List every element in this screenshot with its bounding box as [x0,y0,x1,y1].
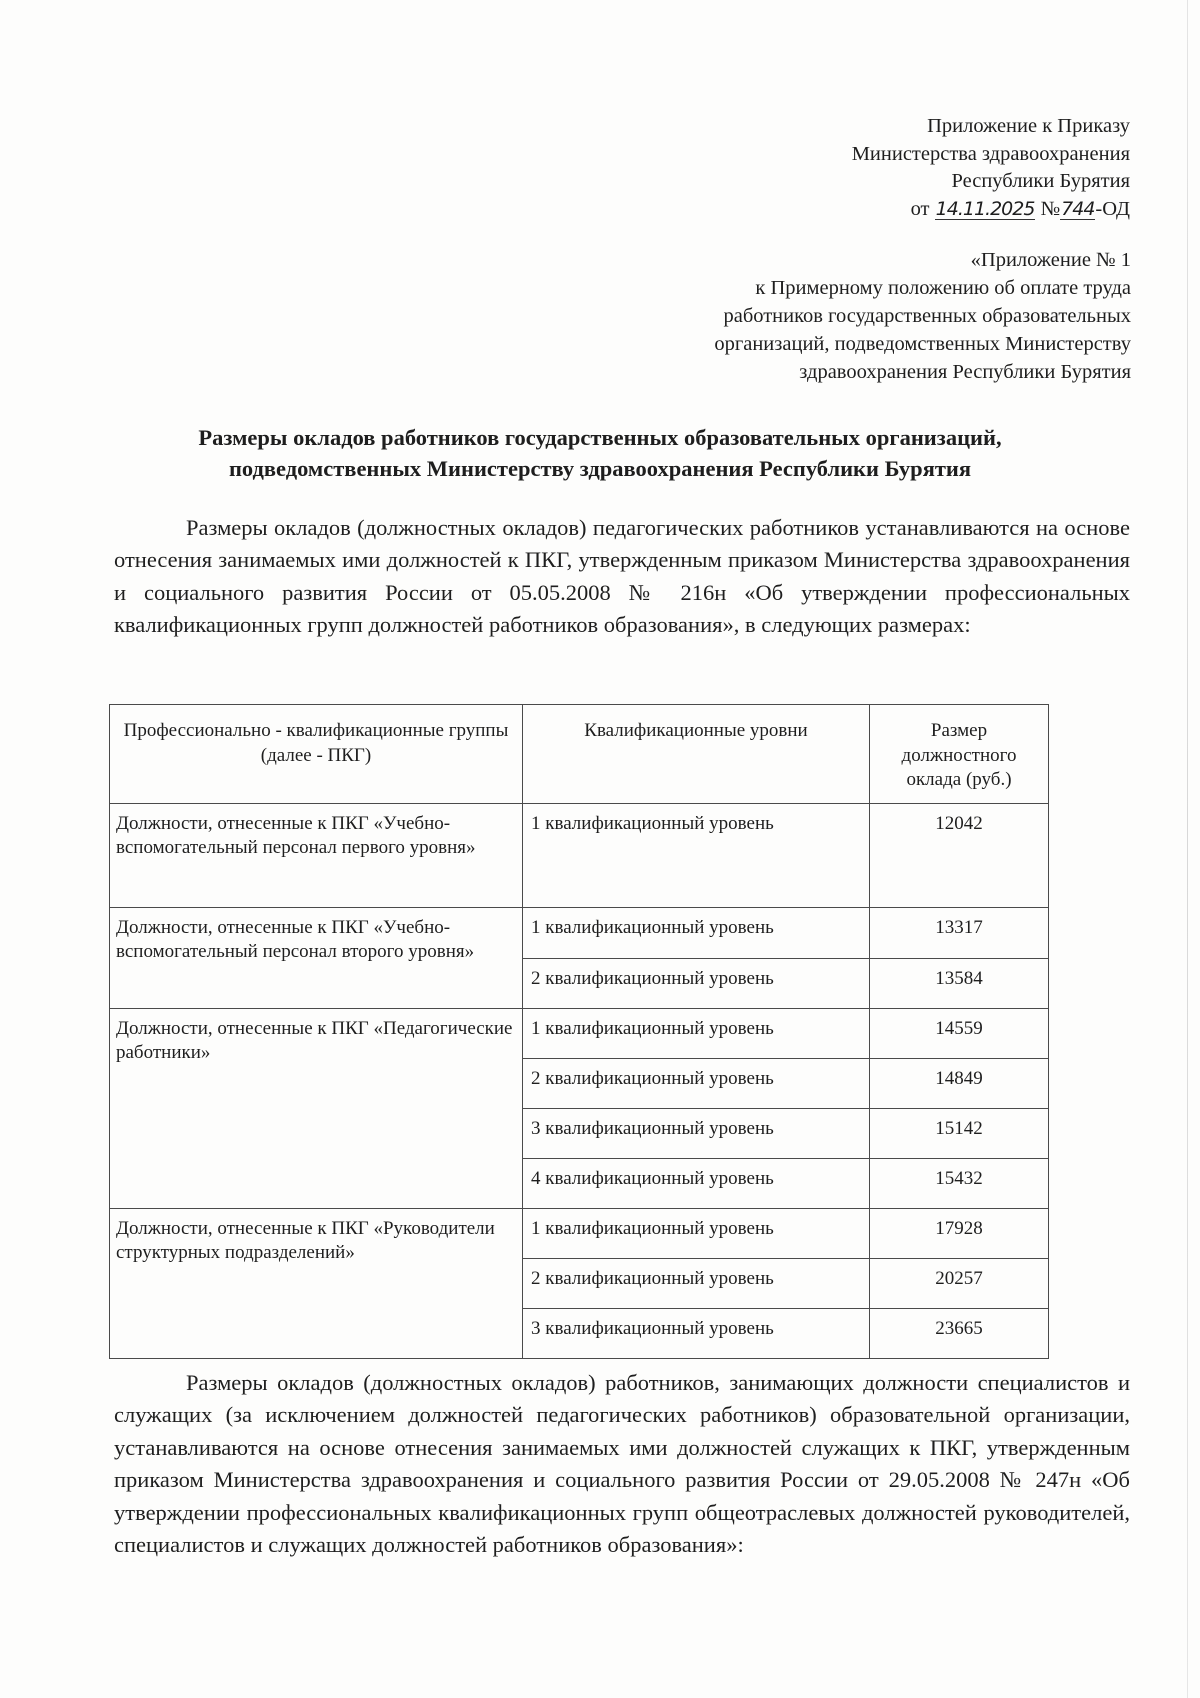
qualification-level: 1 квалификационный уровень [523,907,870,958]
appendix-line: организаций, подведомственных Министерству [714,333,1131,355]
intro-paragraph-text: Размеры окладов (должностных окладов) педагогических работников устанавливаются на основе отнесения занимаемых ими должностей к ПКГ, утвержденным приказом Министерства здравоохранения и социального развития России от 05.05.2008 № 216н «Об утверждении профессиональных квалификационных групп должностей работников образования», в следующих размерах: [114,515,1130,638]
appendix-line: «Приложение № 1 [970,249,1131,271]
qualification-level: 1 квалификационный уровень [523,1208,870,1258]
second-paragraph [114,1367,1130,1561]
table-row [110,1008,1049,1058]
document-title [100,422,1100,484]
salary-value: 14559 [870,1008,1049,1058]
header-levels: Квалификационные уровни [523,705,870,804]
order-header [610,113,1130,223]
qualification-level: 3 квалификационный уровень [523,1108,870,1158]
qualification-level: 2 квалификационный уровень [523,958,870,1008]
pkg-group-name: Должности, отнесенные к ПКГ «Учебно-вспомогательный персонал второго уровня» [110,907,523,1008]
qualification-level: 2 квалификационный уровень [523,1058,870,1108]
salary-value: 15432 [870,1158,1049,1208]
salary-value: 15142 [870,1108,1049,1158]
number-suffix: -ОД [1095,197,1130,220]
salary-value: 13317 [870,907,1049,958]
qualification-level: 1 квалификационный уровень [523,1008,870,1058]
qualification-level: 2 квалификационный уровень [523,1258,870,1308]
date-prefix: от [910,197,930,220]
salary-value: 12042 [870,803,1049,907]
salary-value: 17928 [870,1208,1049,1258]
order-date-number [610,196,1130,224]
table-row [110,803,1049,907]
table-header-row [110,705,1049,804]
number-sign: № [1040,197,1061,220]
salary-value: 23665 [870,1308,1049,1358]
header-pkg: Профессионально - квалификационные группы (далее - ПКГ) [110,705,523,804]
scan-edge-line [1187,0,1188,1698]
handwritten-date: 14.11.2025 [935,197,1035,220]
pkg-group-name: Должности, отнесенные к ПКГ «Учебно-вспомогательный персонал первого уровня» [110,803,523,907]
salary-table-wrapper [109,704,1049,1359]
qualification-level: 1 квалификационный уровень [523,803,870,907]
table-row [110,907,1049,958]
second-paragraph-text: Размеры окладов (должностных окладов) работников, занимающих должности специалистов и служащих (за исключением должностей педагогических работников) образовательной организации, устанавливаются на основе отнесения занимаемых ими должностей служащих к ПКГ, утвержденным приказом Министерства здравоохранения и социального развития России от 29.05.2008 № 247н «Об утверждении профессиональных квалификационных групп общеотраслевых должностей руководителей, специалистов и служащих должностей работников образования»: [114,1370,1130,1558]
order-header-line: Республики Бурятия [951,170,1130,192]
salary-value: 20257 [870,1258,1049,1308]
salary-value: 14849 [870,1058,1049,1108]
title-line: подведомственных Министерству здравоохранения Республики Бурятия [228,456,972,481]
appendix-line: здравоохранения Республики Бурятия [799,361,1131,383]
pkg-group-name: Должности, отнесенные к ПКГ «Педагогические работники» [110,1008,523,1208]
appendix-line: к Примерному положению об оплате труда [755,277,1131,299]
pkg-group-name: Должности, отнесенные к ПКГ «Руководители структурных подразделений» [110,1208,523,1358]
salary-value: 13584 [870,958,1049,1008]
handwritten-number: 744 [1061,197,1095,220]
title-line: Размеры окладов работников государственных образовательных организаций, [198,425,1002,450]
qualification-level: 3 квалификационный уровень [523,1308,870,1358]
table-row [110,1208,1049,1258]
appendix-line: работников государственных образовательных [723,305,1131,327]
qualification-level: 4 квалификационный уровень [523,1158,870,1208]
header-salary: Размер должностного оклада (руб.) [870,705,1049,804]
intro-paragraph [114,512,1130,642]
appendix-reference [571,246,1131,386]
order-header-line: Министерства здравоохранения [851,142,1130,165]
salary-table [109,704,1049,1359]
order-header-line: Приложение к Приказу [927,115,1130,137]
